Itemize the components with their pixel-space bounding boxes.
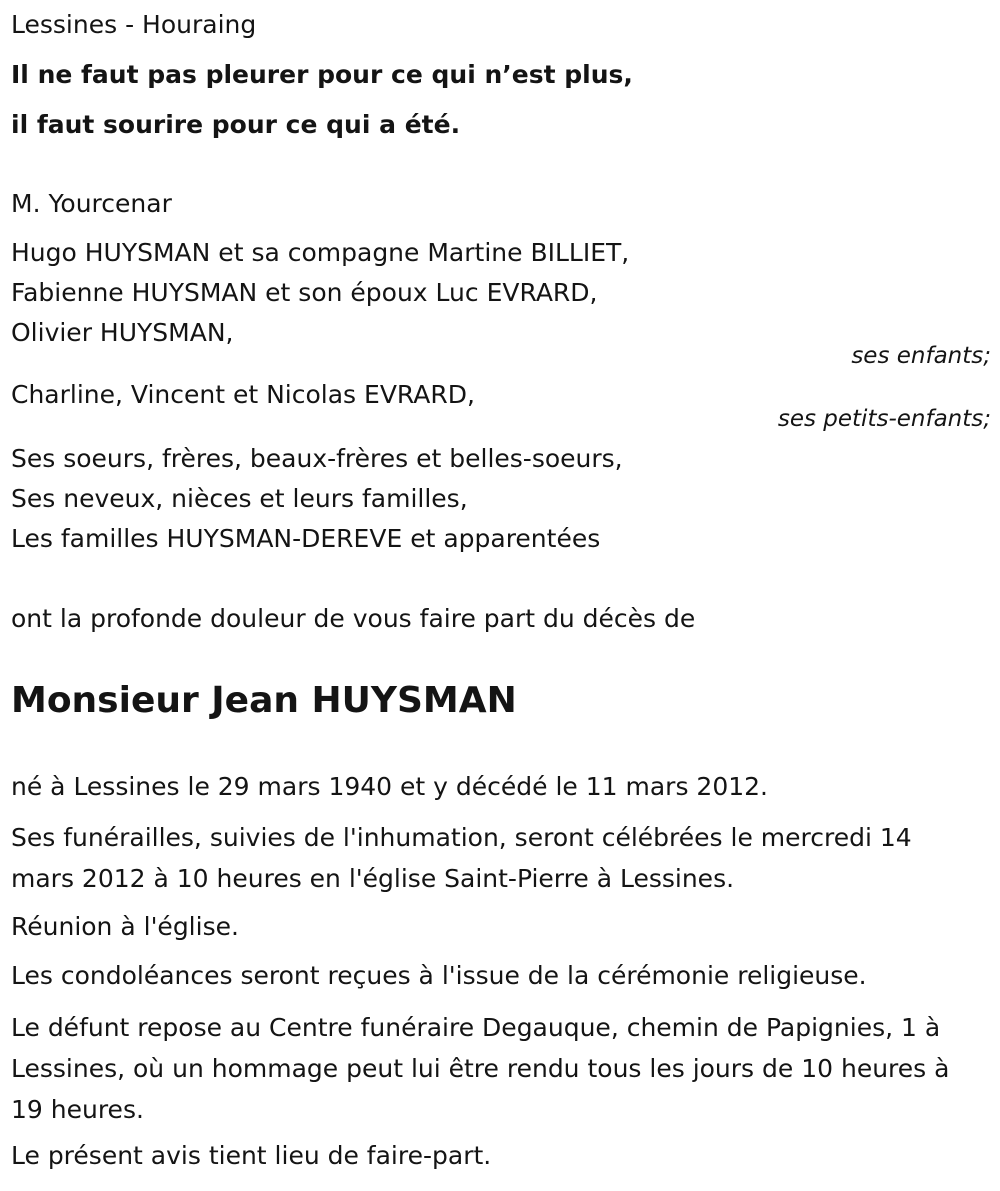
notice-statement: Le présent avis tient lieu de faire-part.	[11, 1141, 492, 1170]
condolences-info: Les condoléances seront reçues à l'issue de la cérémonie religieuse.	[11, 961, 867, 990]
deceased-name: Monsieur Jean HUYSMAN	[11, 680, 517, 721]
grandchildren: Charline, Vincent et Nicolas EVRARD,	[11, 380, 475, 409]
relatives-1: Ses soeurs, frères, beaux-frères et belles-soeurs,	[11, 444, 623, 473]
child-3: Olivier HUYSMAN,	[11, 318, 234, 347]
quote-line-2: il faut sourire pour ce qui a été.	[11, 110, 461, 139]
grandchildren-label: ses petits-enfants;	[777, 406, 991, 432]
quote-line-1: Il ne faut pas pleurer pour ce qui n’est plus,	[11, 60, 633, 89]
child-1: Hugo HUYSMAN et sa compagne Martine BILLIET,	[11, 238, 630, 267]
quote-author: M. Yourcenar	[11, 189, 172, 218]
meeting-info: Réunion à l'église.	[11, 912, 239, 941]
location: Lessines - Houraing	[11, 10, 257, 39]
funeral-details: Ses funérailles, suivies de l'inhumation, seront célébrées le mercredi 14 mars 2012 à 10 heures en l'église Saint-Pierre à Lessines.	[11, 823, 912, 893]
children-label: ses enfants;	[851, 343, 991, 369]
relatives-2: Ses neveux, nièces et leurs familles,	[11, 484, 468, 513]
relatives-3: Les familles HUYSMAN-DEREVE et apparentées	[11, 524, 601, 553]
birth-death: né à Lessines le 29 mars 1940 et y décédé le 11 mars 2012.	[11, 772, 768, 801]
child-2: Fabienne HUYSMAN et son époux Luc EVRARD,	[11, 278, 598, 307]
announcement: ont la profonde douleur de vous faire part du décès de	[11, 604, 696, 633]
repose-info: Le défunt repose au Centre funéraire Degauque, chemin de Papignies, 1 à Lessines, où un hommage peut lui être rendu tous les jours de 10 heures à 19 heures.	[11, 1013, 950, 1124]
